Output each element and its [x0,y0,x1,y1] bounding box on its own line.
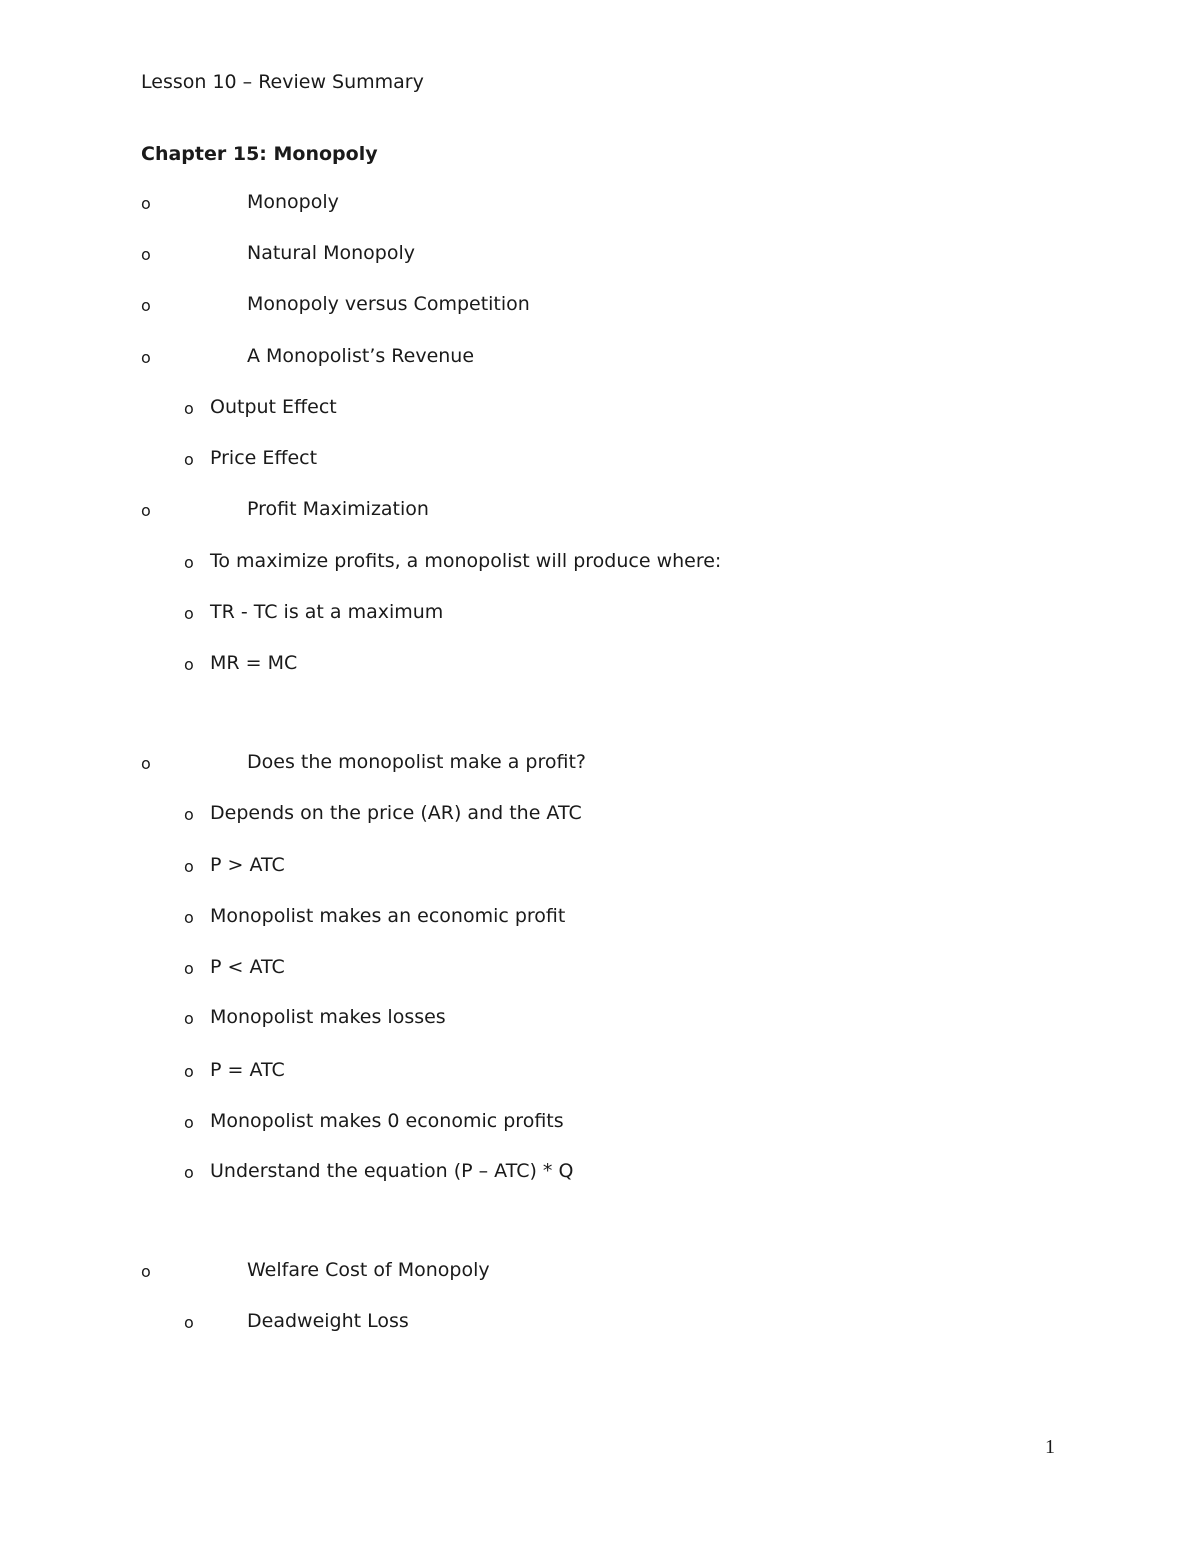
bullet-marker: o [141,245,151,264]
sub-list-item: Deadweight Loss [247,1310,409,1332]
sub-bullet-marker: o [184,399,194,418]
sub-list-item: To maximize profits, a monopolist will produce where: [210,550,722,572]
sub-list-item: P > ATC [210,854,285,876]
sub-list-item: Output Effect [210,396,337,418]
sub-bullet-marker: o [184,959,194,978]
sub-bullet-marker: o [184,1163,194,1182]
sub-bullet-marker: o [184,1062,194,1081]
sub-bullet-marker: o [184,655,194,674]
list-item: Natural Monopoly [247,242,416,264]
bullet-marker: o [141,348,151,367]
sub-list-item: Monopolist makes an economic profit [210,905,566,927]
sub-list-item: Understand the equation (P – ATC) * Q [210,1160,574,1182]
bullet-marker: o [141,501,151,520]
bullet-marker: o [141,296,151,315]
sub-bullet-marker: o [184,604,194,623]
sub-list-item: Price Effect [210,447,318,469]
bullet-marker: o [141,1262,151,1281]
sub-list-item: Depends on the price (AR) and the ATC [210,802,582,824]
sub-list-item: MR = MC [210,652,298,674]
sub-bullet-marker: o [184,450,194,469]
bullet-marker: o [141,194,151,213]
sub-list-item: TR - TC is at a maximum [210,601,444,623]
bullet-marker: o [141,754,151,773]
list-item: Welfare Cost of Monopoly [247,1259,490,1281]
sub-bullet-marker: o [184,1009,194,1028]
chapter-title: Chapter 15: Monopoly [141,143,378,165]
document-header: Lesson 10 – Review Summary [141,71,424,93]
sub-bullet-marker: o [184,857,194,876]
page-number: 1 [1045,1436,1055,1458]
list-item: Does the monopolist make a profit? [247,751,587,773]
sub-list-item: P = ATC [210,1059,285,1081]
sub-bullet-marker: o [184,1313,194,1332]
list-item: Monopoly versus Competition [247,293,530,315]
sub-list-item: Monopolist makes losses [210,1006,446,1028]
list-item: Monopoly [247,191,339,213]
sub-bullet-marker: o [184,1113,194,1132]
sub-bullet-marker: o [184,553,194,572]
sub-bullet-marker: o [184,908,194,927]
sub-list-item: Monopolist makes 0 economic profits [210,1110,564,1132]
sub-list-item: P < ATC [210,956,285,978]
sub-bullet-marker: o [184,805,194,824]
list-item: A Monopolist’s Revenue [247,345,475,367]
list-item: Profit Maximization [247,498,429,520]
